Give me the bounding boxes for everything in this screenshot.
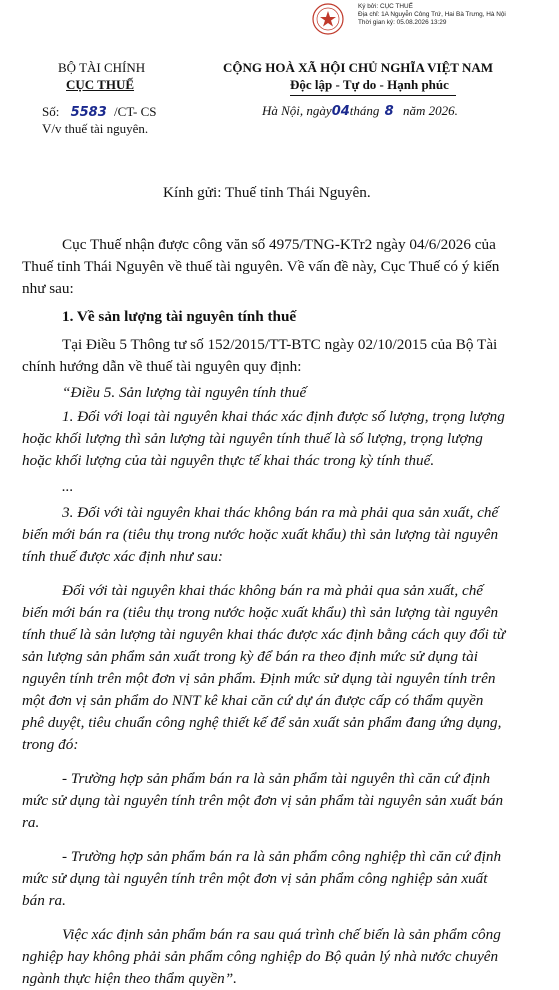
quote-paragraph-7: Việc xác định sản phẩm bán ra sau quá trình chế biến là sản phẩm công nghiệp hay không phải sản phẩm công nghiệp do Bộ quản lý nhà nước chuyên ngành thực hiện theo thẩm quyền”. <box>22 926 501 987</box>
country-name: CỘNG HOÀ XÃ HỘI CHỦ NGHĨA VIỆT NAM <box>223 60 494 75</box>
quote-paragraph-5: - Trường hợp sản phẩm bán ra là sản phẩm tài nguyên thì căn cứ định mức sử dụng tài nguyên tính trên một đơn vị sản phẩm tài nguyên sản xuất bán ra. <box>22 770 504 831</box>
national-motto: Độc lập - Tự do - Hạnh phúc <box>290 77 449 92</box>
quote-ellipsis: ... <box>62 478 74 495</box>
letter-body <box>22 234 522 990</box>
quote-paragraph-1: 1. Đối với loại tài nguyên khai thác xác định được số lượng, trọng lượng hoặc khối lượng thì sản lượng tài nguyên tính thuế là số lượng, trọng lượng hoặc khối lượng của tài nguyên thực tế khai thác trong kỳ tính thuế. <box>22 408 505 469</box>
quote-paragraph-3: 3. Đối với tài nguyên khai thác không bán ra mà phải qua sản xuất, chế biến mới bán ra (tiêu thụ trong nước hoặc xuất khẩu) thì sản lượng tài nguyên tính thuế được xác định như sau: <box>22 504 499 565</box>
date-month-label: tháng <box>349 103 380 118</box>
signature-time: Thời gian ký: 05.08.2026 13:29 <box>358 19 447 26</box>
signature-seal-icon <box>308 2 348 36</box>
subject-line: V/v thuế tài nguyên. <box>42 121 149 136</box>
motto-underline <box>290 95 456 96</box>
date-month: 8 <box>384 104 394 119</box>
number-suffix: /CT- CS <box>114 104 157 119</box>
date-day: 04 <box>331 104 350 119</box>
intro-paragraph: Cục Thuế nhận được công văn số 4975/TNG-KTr2 ngày 04/6/2026 của Thuế tỉnh Thái Nguyên về thuế tài nguyên. Về vấn đề này, Cục Thuế có ý kiến như sau: <box>22 236 500 297</box>
date-prefix: Hà Nội, ngày <box>262 103 332 118</box>
date-year: năm 2026. <box>402 103 458 118</box>
recipient-line: Kính gửi: Thuế tỉnh Thái Nguyên. <box>163 184 371 201</box>
quote-paragraph-4: Đối với tài nguyên khai thác không bán ra mà phải qua sản xuất, chế biến mới bán ra (tiêu thụ trong nước hoặc xuất khẩu) thì sản lượng tài nguyên tính thuế là sản lượng tài nguyên khai thác được xác định bằng cách quy đổi từ sản lượng sản phẩm sản xuất trong kỳ để bán ra theo định mức sử dụng tài nguyên tính trên một đơn vị sản phẩm. Định mức sử dụng tài nguyên tính trên một đơn vị sản phẩm do NNT kê khai căn cứ dự án được cấp có thẩm quyền phê duyệt, tiêu chuẩn công nghệ thiết kế để sản xuất sản phẩm đang ứng dụng, trong đó: <box>22 582 506 753</box>
quote-title: “Điều 5. Sản lượng tài nguyên tính thuế <box>62 384 307 401</box>
ministry-name: BỘ TÀI CHÍNH <box>58 60 146 75</box>
document-number <box>42 104 157 121</box>
signature-address: Địa chỉ: 1A Nguyễn Công Trứ, Hai Bà Trưng, Hà Nội <box>358 11 506 18</box>
number-label: Số: <box>42 104 60 119</box>
quote-paragraph-6: - Trường hợp sản phẩm bán ra là sản phẩm công nghiệp thì căn cứ định mức sử dụng tài nguyên tính trên một đơn vị sản phẩm công nghiệp sản xuất bán ra. <box>22 848 502 909</box>
signature-signed-by: Ký bởi: CỤC THUẾ <box>358 3 413 10</box>
date-line <box>262 103 458 120</box>
department-name: CỤC THUẾ <box>66 77 135 92</box>
section-1-title: 1. Về sản lượng tài nguyên tính thuế <box>62 308 297 325</box>
section-1-intro: Tại Điều 5 Thông tư số 152/2015/TT-BTC ngày 02/10/2015 của Bộ Tài chính hướng dẫn về thuế tài nguyên quy định: <box>22 336 498 375</box>
number-handwritten: 5583 <box>70 105 107 120</box>
